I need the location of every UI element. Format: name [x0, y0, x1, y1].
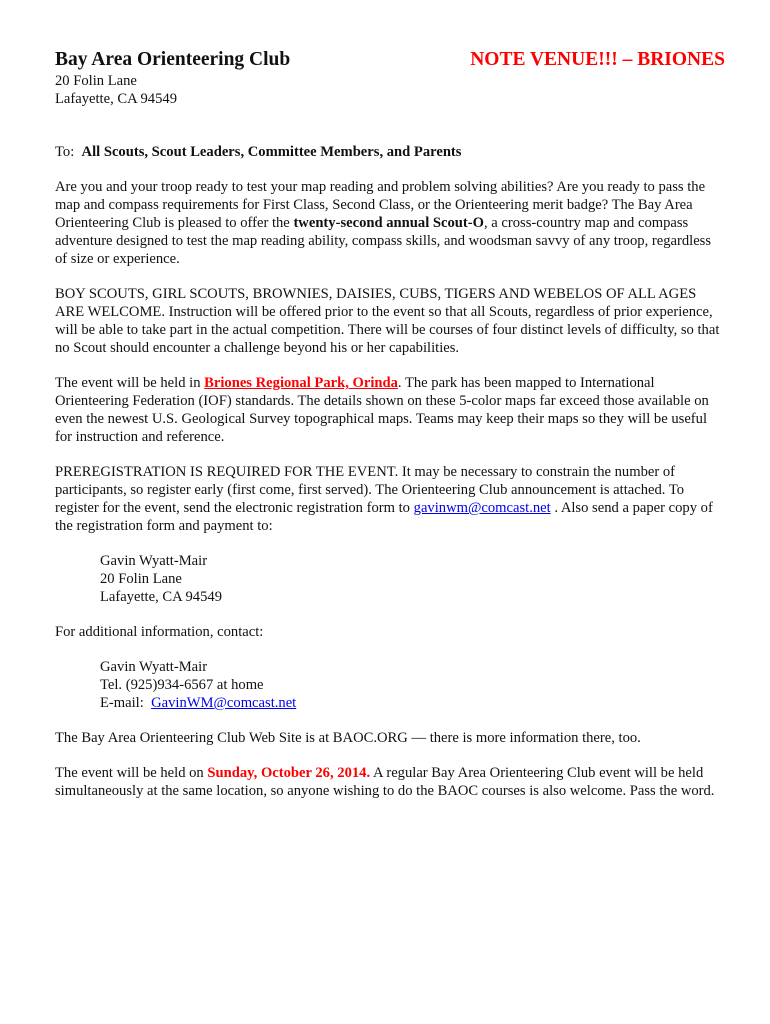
contact-phone: Tel. (925)934-6567 at home [100, 677, 264, 693]
venue-note: NOTE VENUE!!! – BRIONES [470, 49, 725, 70]
contact-email-link[interactable]: GavinWM@comcast.net [151, 695, 297, 711]
contact-email-row [100, 694, 725, 712]
mailing-address [55, 552, 725, 606]
intro-paragraph [55, 178, 725, 268]
final-text-1: The event will be held on [55, 765, 208, 781]
contact-email-label: E-mail: [100, 695, 144, 711]
venue-text-1: The event will be held in [55, 375, 205, 391]
to-prefix: To: [55, 144, 75, 160]
address-line-2: Lafayette, CA 94549 [55, 91, 177, 107]
to-recipients: All Scouts, Scout Leaders, Committee Members, and Parents [81, 144, 462, 160]
letterhead [55, 48, 725, 71]
intro-text-2: , a cross-country map and compass adventure designed to test the map reading ability, compass skills, and woodsman savvy of any troop, regardless of size or experience. [55, 215, 712, 267]
final-text-2: A regular Bay Area Orienteering Club event will be held simultaneously at the same location, so anyone wishing to do the BAOC courses is also welcome. Pass the word. [55, 765, 715, 799]
scout-o-highlight: twenty-second annual Scout-O [293, 215, 484, 231]
to-line [55, 143, 725, 161]
registration-text-2: . Also send a paper copy of the registration form and payment to: [55, 500, 713, 534]
mail-line-2: Lafayette, CA 94549 [100, 589, 222, 605]
letter-page [55, 48, 725, 800]
contact-name: Gavin Wyatt-Mair [100, 659, 208, 675]
registration-text-1: PREREGISTRATION IS REQUIRED FOR THE EVENT. It may be necessary to constrain the number of participants, so register early (first come, first served). The Orienteering Club announcement is attached. To register for the event, send the electronic registration form to [55, 464, 685, 516]
mail-line-1: 20 Folin Lane [100, 571, 182, 587]
contact-intro: For additional information, contact: [55, 624, 264, 640]
venue-paragraph [55, 374, 725, 446]
registration-email-link[interactable]: gavinwm@comcast.net [413, 500, 551, 516]
org-name: Bay Area Orienteering Club [55, 49, 291, 70]
final-paragraph [55, 764, 725, 800]
event-date: Sunday, October 26, 2014. [207, 765, 371, 781]
sender-address [55, 72, 725, 108]
address-line-1: 20 Folin Lane [55, 73, 137, 89]
venue-text-2: . The park has been mapped to International Orienteering Federation (IOF) standards. The details shown on these 5-color maps far exceed those available on even the newest U.S. Geological Survey topographical maps. Teams may keep their maps so they will be useful for instruction and reference. [55, 375, 709, 445]
intro-text-1: Are you and your troop ready to test your map reading and problem solving abilities? Are you ready to pass the map and compass requirements for First Class, Second Class, or the Orienteering merit badge? The Bay Area Orienteering Club is pleased to offer the [55, 179, 706, 231]
welcome-paragraph: BOY SCOUTS, GIRL SCOUTS, BROWNIES, DAISIES, CUBS, TIGERS AND WEBELOS OF ALL AGES ARE WELCOME. Instruction will be offered prior to the event so that all Scouts, regardless of prior experience, will be able to take part in the actual competition. There will be courses of four distinct levels of difficulty, so that no Scout should encounter a challenge beyond his or her capabilities. [55, 286, 720, 356]
contact-block [55, 658, 725, 712]
venue-link[interactable]: Briones Regional Park, Orinda [204, 375, 398, 391]
website-line: The Bay Area Orienteering Club Web Site is at BAOC.ORG — there is more information there, too. [55, 730, 641, 746]
registration-paragraph [55, 463, 725, 535]
mail-name: Gavin Wyatt-Mair [100, 553, 208, 569]
